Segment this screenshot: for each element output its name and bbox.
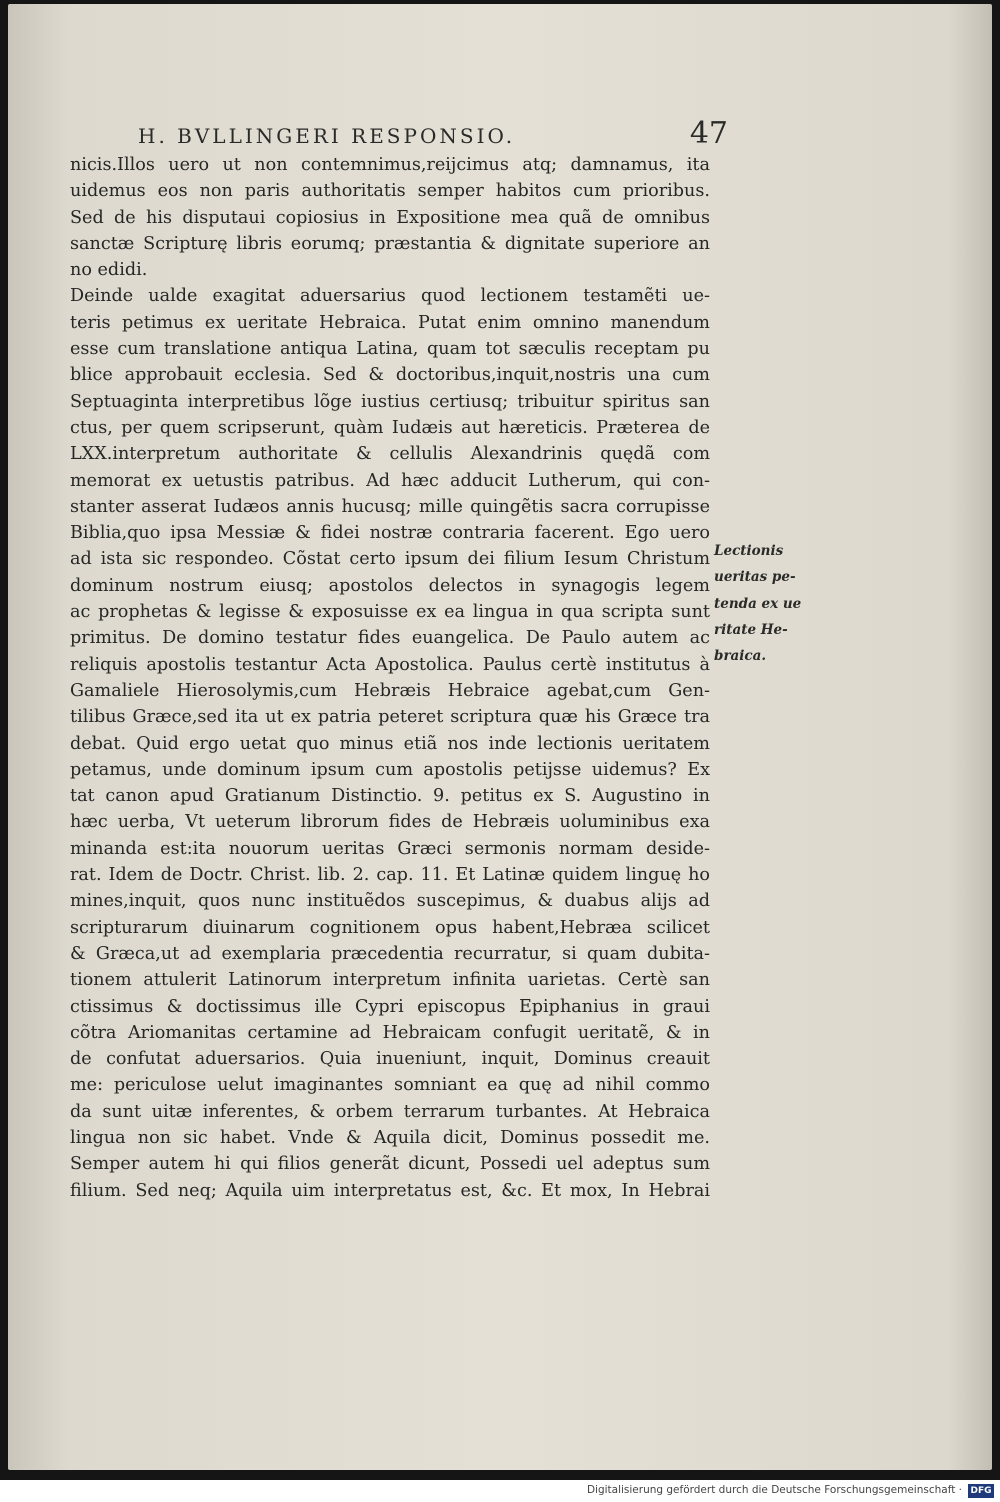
text-line: Sed de his disputaui copiosius in Expositione mea quã de omnibus	[70, 207, 710, 228]
text-line: petamus, unde dominum ipsum cum apostolis petijsse uidemus? Ex	[70, 759, 710, 780]
text-line: rat. Idem de Doctr. Christ. lib. 2. cap. 11. Et Latinæ quidem linguę ho	[70, 865, 710, 886]
text-line: ctus, per quem scripserunt, quàm Iudæis aut hæreticis. Præterea de	[70, 417, 710, 438]
text-line: sanctæ Scripturę libris eorumq; præstantia & dignitate superiore an	[70, 233, 710, 254]
text-line: esse cum translatione antiqua Latina, quam tot sæculis receptam pu	[70, 339, 710, 360]
text-line: nicis.Illos uero ut non contemnimus,reijcimus atq; damnamus, ita	[70, 155, 710, 175]
marginal-note-line: ueritas pe-	[714, 569, 796, 586]
running-title: H. BVLLINGERI RESPONSIO.	[138, 124, 516, 148]
dfg-logo: DFG	[968, 1484, 994, 1498]
text-line: hæc uerba, Vt ueterum librorum fides de Hebræis uoluminibus exa	[70, 812, 710, 833]
text-line: tilibus Græce,sed ita ut ex patria peteret scriptura quæ his Græce tra	[70, 707, 710, 728]
marginal-note	[714, 538, 806, 669]
text-line: debat. Quid ergo uetat quo minus etiã nos inde lectionis ueritatem	[70, 733, 710, 754]
text-line: Gamaliele Hierosolymis,cum Hebræis Hebraice agebat,cum Gen-	[70, 680, 710, 701]
text-line: de confutat aduersarios. Quia inueniunt, inquit, Dominus creauit	[70, 1049, 710, 1070]
text-line: mines,inquit, quos nunc instituẽdos suscepimus, & duabus alijs ad	[70, 891, 710, 912]
marginal-note-line: braica.	[714, 648, 767, 665]
text-line: reliquis apostolis testantur Acta Apostolica. Paulus certè institutus à	[70, 654, 710, 675]
text-line: & Græca,ut ad exemplaria præcedentia recurratur, si quam dubita-	[70, 943, 710, 964]
text-line: dominum nostrum eiusq; apostolos delectos in synagogis legem	[70, 575, 710, 596]
text-line: uidemus eos non paris authoritatis semper habitos cum prioribus.	[70, 181, 710, 202]
text-line: scripturarum diuinarum cognitionem opus habent,Hebræa scilicet	[70, 917, 710, 938]
text-line: no edidi.	[70, 260, 148, 281]
text-line: primitus. De domino testatur fides euangelica. De Paulo autem ac	[70, 628, 710, 649]
marginal-note-line: ritate He-	[714, 621, 788, 638]
body-text	[70, 152, 710, 1204]
text-line: blice approbauit ecclesia. Sed & doctoribus,inquit,nostris una cum	[70, 365, 710, 386]
text-line: da sunt uitæ inferentes, & orbem terrarum turbantes. At Hebraica	[70, 1101, 710, 1122]
text-line: Septuaginta interpretibus lõge iustius certiusq; tribuitur spiritus san	[70, 391, 710, 412]
book-page	[8, 4, 992, 1470]
footer-credit: Digitalisierung gefördert durch die Deutsche Forschungsgemeinschaft ·	[586, 1484, 962, 1496]
marginal-note-line: Lectionis	[714, 543, 784, 559]
text-line: ac prophetas & legisse & exposuisse ex ea lingua in qua scripta sunt	[70, 602, 710, 623]
footer-bar	[0, 1480, 1000, 1502]
text-line: Semper autem hi qui filios generãt dicunt, Possedi uel adeptus sum	[70, 1154, 710, 1175]
text-line: LXX.interpretum authoritate & cellulis Alexandrinis quędã com	[70, 444, 710, 465]
text-line: stanter asserat Iudæos annis hucusq; mille quingẽtis sacra corrupisse	[70, 496, 710, 517]
text-line: tat canon apud Gratianum Distinctio. 9. petitus ex S. Augustino in	[70, 786, 710, 807]
text-line: memorat ex uetustis patribus. Ad hæc adducit Lutherum, qui con-	[70, 470, 710, 491]
text-line: minanda est:ita nouorum ueritas Græci sermonis normam deside-	[70, 838, 710, 859]
page-number: 47	[689, 116, 728, 151]
text-line: filium. Sed neq; Aquila uim interpretatus est, &c. Et mox, In Hebrai	[70, 1180, 710, 1201]
text-line: ctissimus & doctissimus ille Cypri episcopus Epiphanius in graui	[70, 996, 710, 1017]
marginal-note-line: tenda ex ue	[714, 595, 802, 612]
text-line: Biblia,quo ipsa Messiæ & fidei nostræ contraria facerent. Ego uero	[70, 523, 710, 544]
text-line: cõtra Ariomanitas certamine ad Hebraicam confugit ueritatẽ, & in	[70, 1022, 710, 1043]
text-line: lingua non sic habet. Vnde & Aquila dicit, Dominus possedit me.	[70, 1127, 710, 1148]
text-line: tionem attulerit Latinorum interpretum infinita uarietas. Certè san	[70, 970, 710, 991]
text-line: me: periculose uelut imaginantes somniant ea quę ad nihil commo	[70, 1075, 710, 1096]
text-line: teris petimus ex ueritate Hebraica. Putat enim omnino manendum	[70, 312, 710, 333]
text-line: ad ista sic respondeo. Cõstat certo ipsum dei filium Iesum Christum	[70, 549, 710, 570]
text-line: Deinde ualde exagitat aduersarius quod lectionem testamẽti ue-	[70, 286, 710, 307]
